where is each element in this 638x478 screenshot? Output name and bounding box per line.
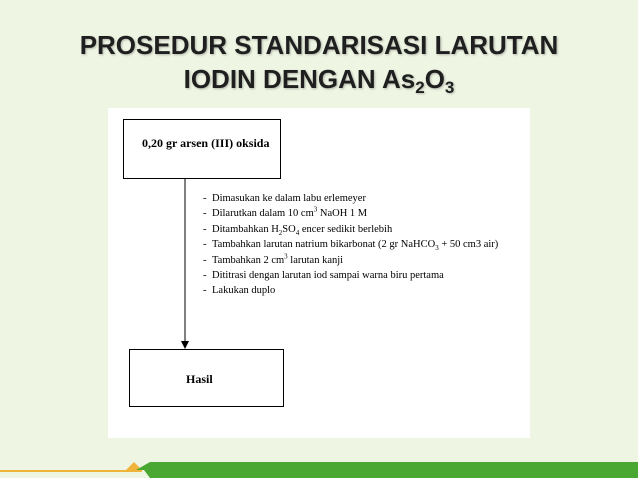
step-text-part: 2 bbox=[278, 228, 283, 237]
procedure-step bbox=[203, 253, 498, 268]
procedure-step bbox=[203, 206, 498, 221]
result-box-label: Hasil bbox=[186, 372, 213, 386]
start-box bbox=[123, 119, 281, 179]
step-bullet: - bbox=[203, 208, 207, 220]
step-bullet: - bbox=[203, 285, 207, 297]
step-text-part: Tambahkan 2 cm bbox=[212, 254, 285, 266]
step-text-part: 3 bbox=[313, 205, 318, 214]
step-text-part: + 50 cm3 air) bbox=[438, 239, 499, 251]
slide-title bbox=[0, 28, 638, 96]
step-text-part: Dilarutkan dalam 10 cm bbox=[212, 208, 314, 220]
procedure-steps bbox=[203, 191, 498, 299]
step-bullet: - bbox=[203, 223, 207, 235]
title-line-2-prefix: IODIN DENGAN As bbox=[183, 64, 416, 94]
step-bullet: - bbox=[203, 193, 207, 204]
procedure-step bbox=[203, 283, 498, 298]
footer-stripe bbox=[0, 460, 638, 478]
title-subscript-2: 2 bbox=[415, 78, 425, 97]
step-text-part: Dititrasi dengan larutan iod sampai warna biru pertama bbox=[212, 269, 444, 281]
procedure-step bbox=[203, 268, 498, 283]
step-text-part: larutan kanji bbox=[287, 254, 344, 266]
step-text-part: NaOH 1 M bbox=[317, 208, 368, 220]
step-text-part: Dimasukan ke dalam labu erlemeyer bbox=[212, 193, 366, 204]
step-text-part: SO bbox=[282, 223, 296, 235]
result-box bbox=[129, 349, 284, 407]
flowchart-panel bbox=[108, 108, 530, 438]
title-subscript-3: 3 bbox=[444, 78, 455, 97]
step-text-part: 3 bbox=[435, 244, 439, 253]
step-text-part: Tambahkan larutan natrium bikarbonat (2 gr NaHCO bbox=[212, 239, 436, 251]
title-line-2-o: O bbox=[424, 64, 445, 94]
step-text-part: 4 bbox=[295, 228, 300, 237]
step-text-part: 3 bbox=[284, 252, 288, 261]
step-text-part: Lakukan duplo bbox=[212, 285, 276, 297]
procedure-step bbox=[203, 222, 498, 237]
step-bullet: - bbox=[203, 239, 207, 251]
start-box-label: 0,20 gr arsen (III) oksida bbox=[142, 136, 270, 150]
step-bullet: - bbox=[203, 269, 207, 281]
title-line-2 bbox=[0, 62, 638, 96]
procedure-step bbox=[203, 191, 498, 206]
procedure-step bbox=[203, 237, 498, 252]
step-bullet: - bbox=[203, 254, 207, 266]
title-line-1: PROSEDUR STANDARISASI LARUTAN bbox=[79, 30, 559, 60]
step-text-part: encer sedikit berlebih bbox=[299, 223, 393, 235]
step-text-part: Ditambahkan H bbox=[212, 223, 279, 235]
